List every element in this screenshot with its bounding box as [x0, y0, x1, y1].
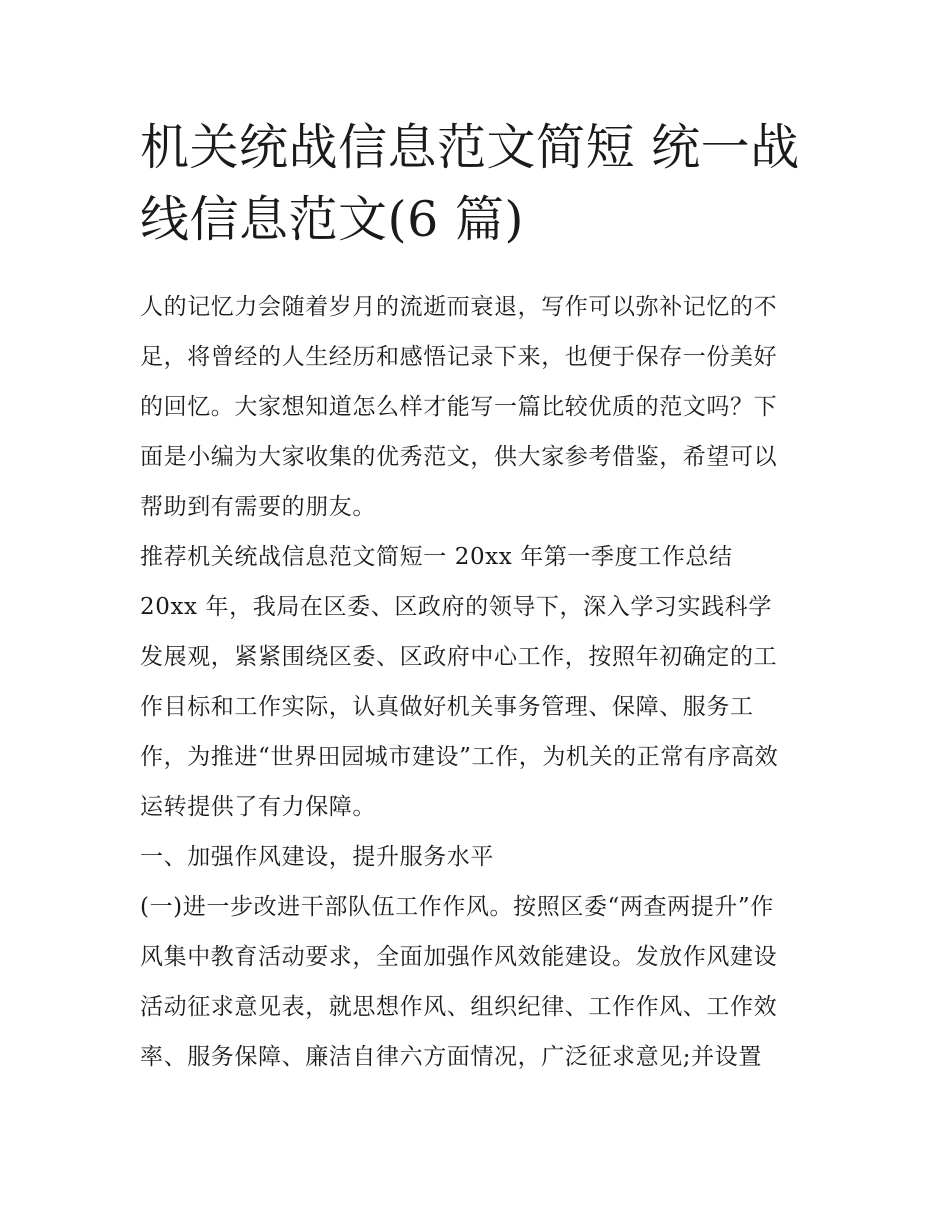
- body-line: 发展观，紧紧围绕区委、区政府中心工作，按照年初确定的工: [140, 644, 778, 670]
- body-line: 人的记忆力会随着岁月的流逝而衰退，写作可以弥补记忆的不: [140, 294, 778, 320]
- body-line: 帮助到有需要的朋友。: [140, 494, 376, 520]
- document-title: [140, 112, 812, 256]
- section-heading: 推荐机关统战信息范文简短一 20xx 年第一季度工作总结: [140, 544, 733, 570]
- document-body: [140, 282, 812, 1082]
- body-line: 足，将曾经的人生经历和感悟记录下来，也便于保存一份美好: [140, 344, 778, 370]
- title-line: 机关统战信息范文简短 统一战: [140, 119, 800, 176]
- body-line: 作目标和工作实际，认真做好机关事务管理、保障、服务工: [140, 694, 754, 720]
- body-line: 20xx 年，我局在区委、区政府的领导下，深入学习实践科学: [140, 594, 772, 620]
- body-line: 作，为推进“世界田园城市建设”工作，为机关的正常有序高效: [140, 744, 779, 770]
- body-line: 运转提供了有力保障。: [140, 794, 376, 820]
- document-content: [140, 112, 812, 1082]
- body-line: 的回忆。大家想知道怎么样才能写一篇比较优质的范文吗？下: [140, 394, 778, 420]
- body-line: 活动征求意见表，就思想作风、组织纪律、工作作风、工作效: [140, 994, 778, 1020]
- body-line: 率、服务保障、廉洁自律六方面情况，广泛征求意见;并设置: [140, 1044, 762, 1070]
- title-line: 线信息范文(6 篇): [140, 191, 524, 248]
- body-line: 风集中教育活动要求，全面加强作风效能建设。发放作风建设: [140, 944, 778, 970]
- body-line: (一)进一步改进干部队伍工作作风。按照区委“两查两提升”作: [140, 894, 774, 920]
- section-heading: 一、加强作风建设，提升服务水平: [140, 844, 494, 870]
- body-line: 面是小编为大家收集的优秀范文，供大家参考借鉴，希望可以: [140, 444, 778, 470]
